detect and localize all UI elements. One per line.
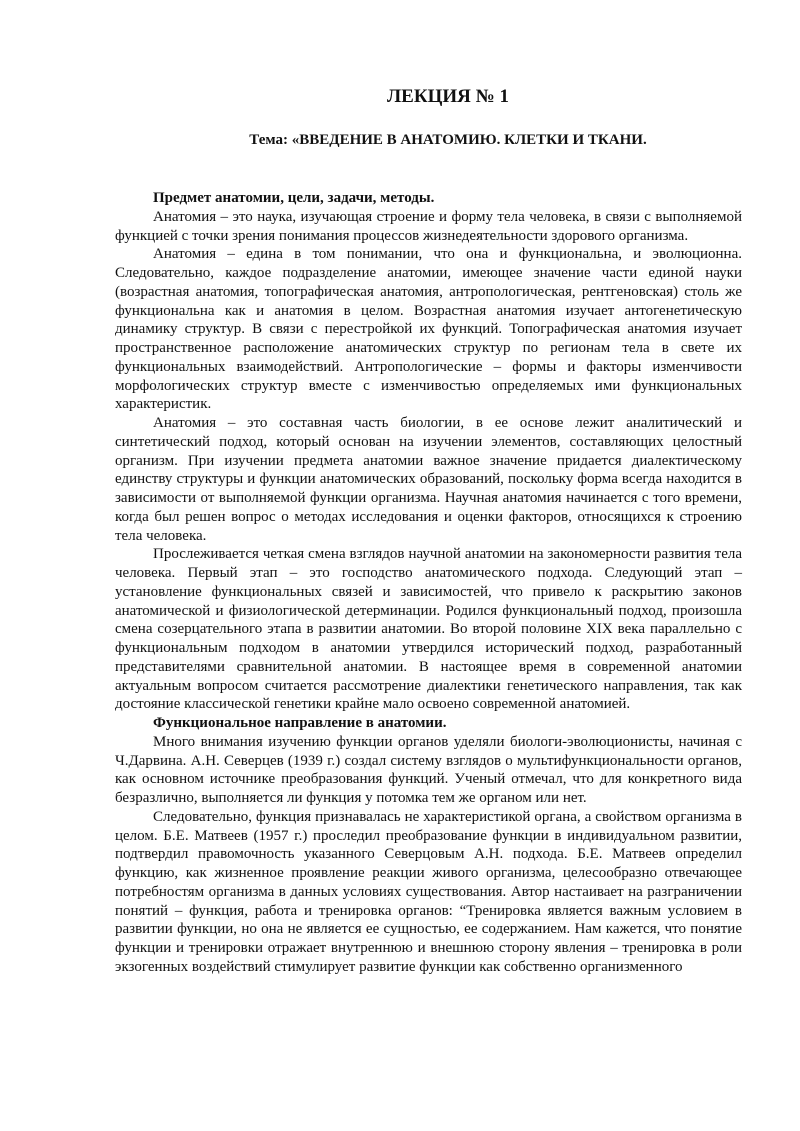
document-body xyxy=(115,189,742,977)
paragraph: Анатомия – это составная часть биологии, в ее основе лежит аналитический и синтетический подход, который основан на изучении элементов, составляющих целостный организм. При изучении предмета анатомии важное значение придается диалектическому единству структуры и функции анатомических образований, поскольку форма всегда находится в зависимости от выполняемой функции организма. Научная анатомия начинается с того времени, когда был решен вопрос о методах исследования и оценки факторов, относящихся к строению тела человека. xyxy=(115,415,742,544)
lecture-title: ЛЕКЦИЯ № 1 xyxy=(387,86,509,107)
paragraph: Анатомия – это наука, изучающая строение и форму тела человека, в связи с выполняемой функцией с точки зрения понимания процессов жизнедеятельности здорового организма. xyxy=(115,208,742,244)
lecture-topic: Тема: «ВВЕДЕНИЕ В АНАТОМИЮ. КЛЕТКИ И ТКАНИ. xyxy=(249,132,647,148)
section-heading-functional: Функциональное направление в анатомии. xyxy=(153,715,447,731)
paragraph: Прослеживается четкая смена взглядов научной анатомии на закономерности развития тела человека. Первый этап – это господство анатомического подхода. Следующий этап – установление функциональных связей и зависимостей, что привело к раскрытию законов анатомической и физиологической детерминации. Родился функциональный подход, произошла смена созерцательного этапа в развитии анатомии. Во второй половине XIX века параллельно с функциональным подходом в анатомии утвердился исторический подход, разработанный представителями сравнительной анатомии. В настоящее время в современной анатомии актуальным вопросом считается рассмотрение диалектики генетического направления, так как достояние классической генетики крайне мало освоено современной анатомией. xyxy=(115,546,742,713)
section-heading-subject: Предмет анатомии, цели, задачи, методы. xyxy=(153,190,435,206)
paragraph: Много внимания изучению функции органов уделяли биологи-эволюционисты, начиная с Ч.Дарвина. А.Н. Северцев (1939 г.) создал систему взглядов о мультифункциональности органов, как основном источнике преобразования функций. Ученый отмечал, что для конкретного вида безразлично, выполняется ли функция у потомка тем же органом или нет. xyxy=(115,733,742,806)
paragraph: Анатомия – едина в том понимании, что она и функциональна, и эволюционна. Следовательно, каждое подразделение анатомии, имеющее значение части единой науки (возрастная анатомия, топографическая анатомия, антропологическая, рентгеновская) столь же функциональна как и анатомия в целом. Возрастная анатомия изучает антогенетическую динамику структур. В связи с перестройкой их функций. Топографическая анатомия изучает пространственное расположение анатомических структур по регионам тела в свете их функциональных взаимодействий. Антропологические – формы и факторы изменчивости морфологических структур вместе с изменчивостью определяемых ими функциональных характеристик. xyxy=(115,246,742,413)
paragraph: Следовательно, функция признавалась не характеристикой органа, а свойством организма в целом. Б.Е. Матвеев (1957 г.) проследил преобразование функции в индивидуальном развитии, подтвердил правомочность указанного Северцовым А.Н. подхода. Б.Е. Матвеев определил функцию, как жизненное проявление реакции живого организма, целесообразно отвечающее потребностям организма в данных условиях существования. Автор настаивает на разграничении понятий – функция, работа и тренировка органов: “Тренировка является важным условием в развитии функции, но она не является ее сущностью, ее содержанием. Нам кажется, что понятие функции и тренировки отражает внутреннюю и внешнюю сторону явления – тренировка в роли экзогенных воздействий стимулирует развитие функции как собственно организменного xyxy=(115,808,742,975)
